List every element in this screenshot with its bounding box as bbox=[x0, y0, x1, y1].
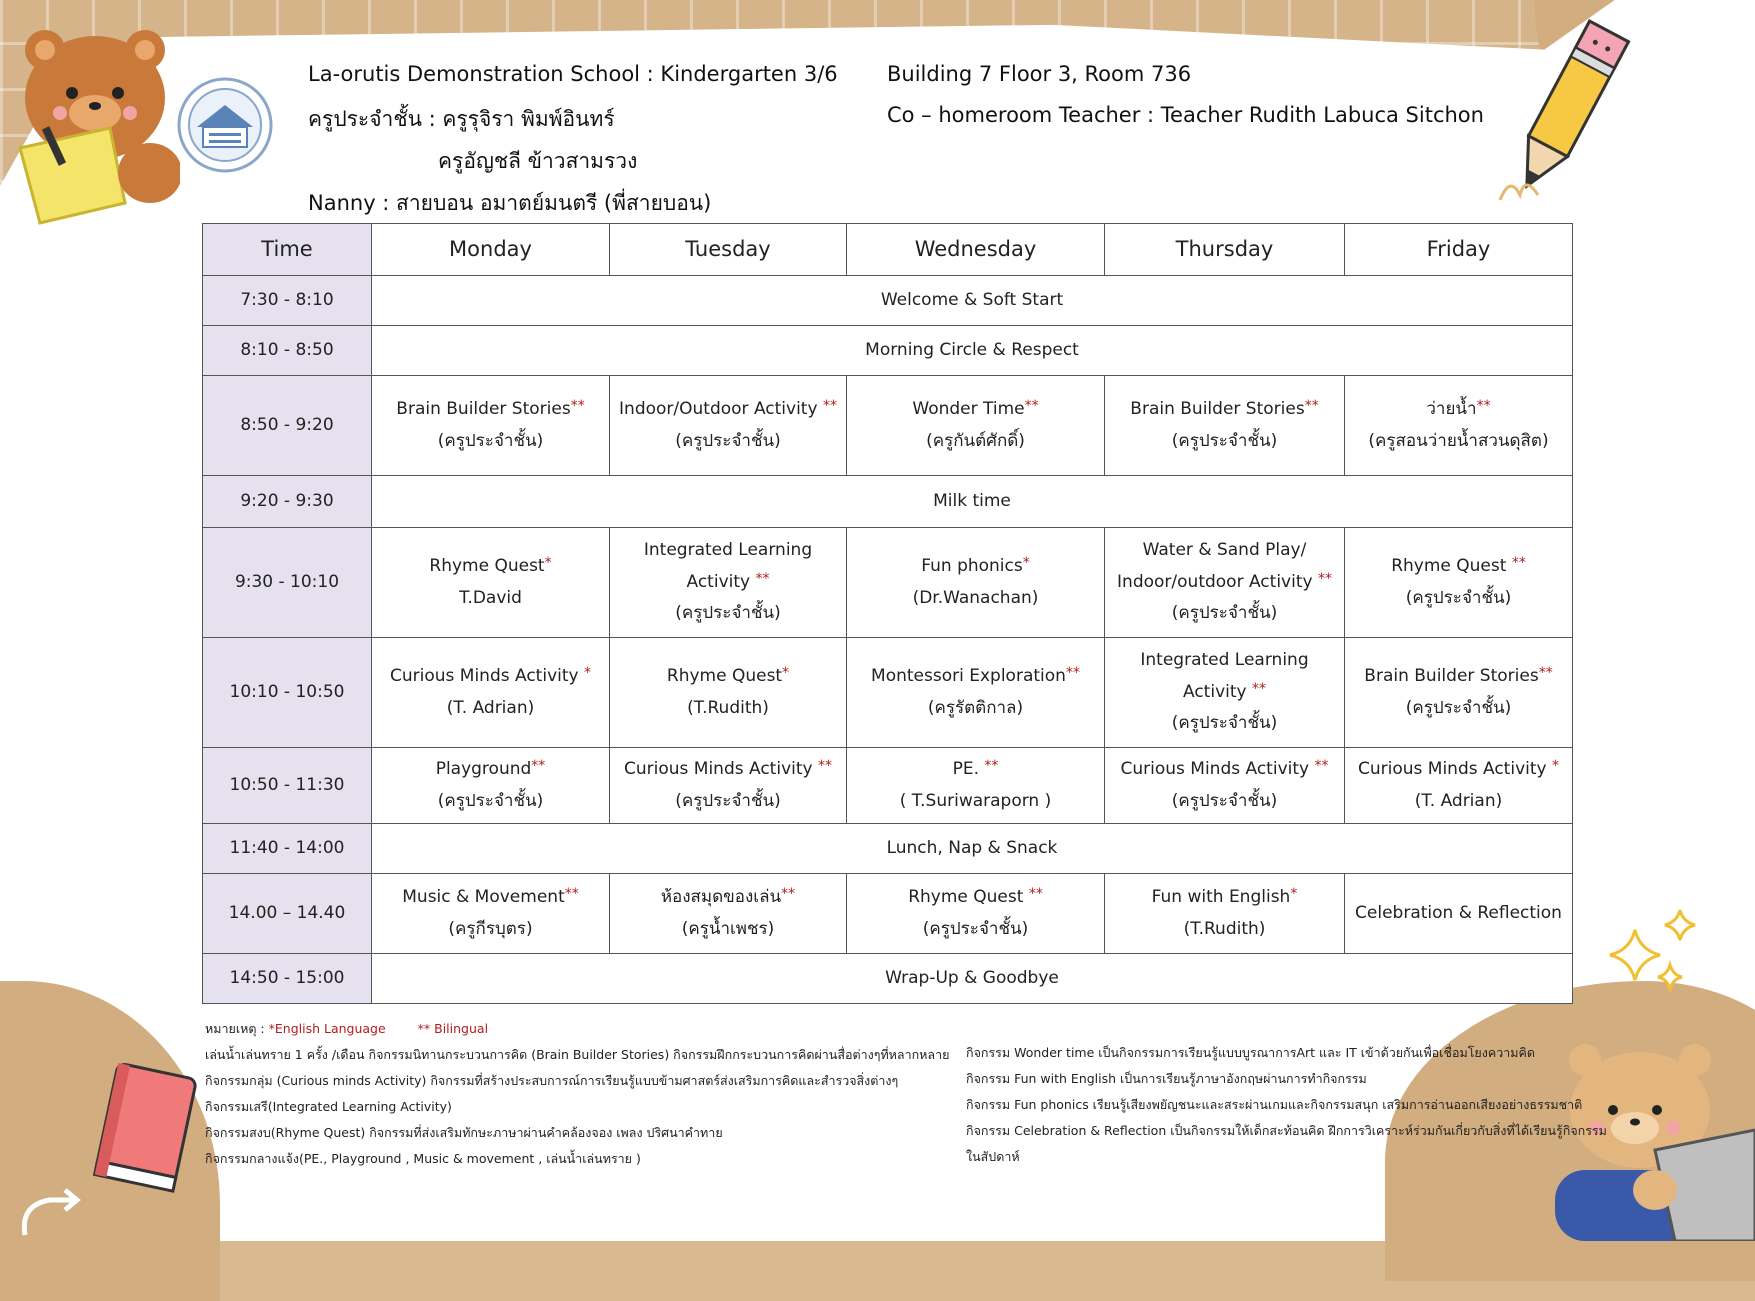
activity-teacher: (T. Adrian) bbox=[446, 697, 535, 718]
language-marker: ** bbox=[1304, 398, 1319, 415]
note-line: กิจกรรม Celebration & Reflection เป็นกิจกรรมให้เด็กสะท้อนคิด ฝึกการวิเคราะห์ร่วมกันเกี่ยวกับสิ่งที่ได้เรียนรู้กิจกรรม bbox=[966, 1123, 1607, 1138]
language-marker: * bbox=[782, 665, 790, 682]
activity-cell bbox=[847, 748, 1105, 824]
note-line: กิจกรรมกลางแจ้ง(PE., Playground , Music & movement , เล่นน้ำเล่นทราย ) bbox=[205, 1151, 641, 1166]
activity-title bbox=[851, 882, 1100, 913]
activity-title bbox=[1109, 677, 1340, 708]
activity-teacher: (Dr.Wanachan) bbox=[912, 587, 1039, 608]
activity-cell bbox=[610, 528, 847, 638]
activity-name: ห้องสมุดของเล่น bbox=[660, 887, 782, 908]
activity-teacher: (ครูประจำชั้น) bbox=[675, 430, 781, 451]
legend-english: *English Language bbox=[268, 1021, 386, 1036]
language-marker: ** bbox=[822, 398, 837, 415]
timetable bbox=[202, 223, 1573, 1004]
activity-title bbox=[1349, 551, 1568, 582]
language-marker: ** bbox=[755, 570, 770, 587]
table-row bbox=[203, 954, 1573, 1004]
activity-teacher: (ครูรัตติกาล) bbox=[927, 697, 1024, 718]
activity-name: Brain Builder Stories bbox=[1130, 399, 1305, 420]
activity-title bbox=[614, 882, 842, 913]
time-cell: 11:40 - 14:00 bbox=[203, 824, 372, 874]
activity-cell bbox=[1345, 748, 1573, 824]
note-line: กิจกรรมเสรี(Integrated Learning Activity) bbox=[205, 1099, 452, 1114]
activity-name: ว่ายน้ำ bbox=[1426, 399, 1477, 420]
activity-title bbox=[376, 394, 605, 425]
activity-title bbox=[1349, 898, 1568, 929]
table-row bbox=[203, 638, 1573, 748]
activity-title bbox=[614, 754, 842, 785]
activity-teacher: (T.Rudith) bbox=[687, 697, 769, 718]
legend-bilingual: ** Bilingual bbox=[417, 1021, 489, 1036]
activity-name: Brain Builder Stories bbox=[396, 399, 571, 420]
activity-teacher: (T.Rudith) bbox=[1183, 918, 1266, 939]
activity-teacher: ( T.Suriwaraporn ) bbox=[899, 790, 1052, 811]
table-row bbox=[203, 376, 1573, 476]
activity-name: Fun phonics bbox=[921, 556, 1023, 577]
notes-left bbox=[205, 1016, 949, 1172]
table-row bbox=[203, 276, 1573, 326]
activity-cell bbox=[372, 638, 610, 748]
activity-name: Indoor/outdoor Activity bbox=[1117, 571, 1318, 592]
time-cell: 10:10 - 10:50 bbox=[203, 638, 372, 748]
activity-cell bbox=[1105, 638, 1345, 748]
language-marker: ** bbox=[1317, 570, 1332, 587]
activity-cell bbox=[610, 376, 847, 476]
time-cell: 9:30 - 10:10 bbox=[203, 528, 372, 638]
activity-teacher: (ครูประจำชั้น) bbox=[1171, 603, 1278, 624]
col-header-thursday: Thursday bbox=[1105, 224, 1345, 276]
col-header-tuesday: Tuesday bbox=[610, 224, 847, 276]
activity-name: Activity bbox=[1183, 681, 1252, 702]
language-marker: ** bbox=[1028, 886, 1043, 903]
activity-title bbox=[851, 754, 1100, 785]
activity-teacher: (T. Adrian) bbox=[1414, 790, 1503, 811]
activity-title-line: Water & Sand Play/ bbox=[1142, 540, 1307, 561]
activity-name: Curious Minds Activity bbox=[390, 666, 584, 687]
language-marker: ** bbox=[564, 886, 579, 903]
activity-cell bbox=[1105, 528, 1345, 638]
activity-title bbox=[1109, 754, 1340, 785]
activity-title bbox=[1109, 394, 1340, 425]
col-header-monday: Monday bbox=[372, 224, 610, 276]
table-row bbox=[203, 748, 1573, 824]
sparkle-icon bbox=[1605, 905, 1705, 1005]
span-activity-cell: Lunch, Nap & Snack bbox=[372, 824, 1573, 874]
language-marker: ** bbox=[1251, 680, 1266, 697]
language-marker: ** bbox=[1476, 398, 1491, 415]
table-row bbox=[203, 528, 1573, 638]
time-cell: 9:20 - 9:30 bbox=[203, 476, 372, 528]
note-line: ในสัปดาห์ bbox=[966, 1149, 1020, 1164]
language-marker: ** bbox=[531, 758, 546, 775]
activity-title bbox=[1349, 661, 1568, 692]
language-marker: ** bbox=[1538, 665, 1553, 682]
activity-title bbox=[614, 394, 842, 425]
homeroom-teacher: ครูประจำชั้น : ครูรุจิรา พิมพ์อินทร์ bbox=[308, 107, 615, 131]
activity-name: Montessori Exploration bbox=[871, 666, 1066, 687]
language-marker: * bbox=[1552, 758, 1559, 775]
activity-title bbox=[376, 754, 605, 785]
activity-teacher: (ครูประจำชั้น) bbox=[1171, 430, 1278, 451]
activity-teacher: (ครูประจำชั้น) bbox=[1405, 697, 1512, 718]
activity-name: Wonder Time bbox=[912, 399, 1025, 420]
activity-cell bbox=[1105, 874, 1345, 954]
timetable-body bbox=[203, 276, 1573, 1004]
activity-cell bbox=[1105, 376, 1345, 476]
language-marker: ** bbox=[984, 758, 999, 775]
activity-cell bbox=[1105, 748, 1345, 824]
activity-title bbox=[1109, 882, 1340, 913]
span-activity-cell: Wrap-Up & Goodbye bbox=[372, 954, 1573, 1004]
activity-teacher: (ครูประจำชั้น) bbox=[675, 790, 781, 811]
activity-teacher: (ครูกันต์ศักดิ์) bbox=[926, 430, 1025, 451]
nanny: Nanny : สายบอน อมาตย์มนตรี (พี่สายบอน) bbox=[308, 191, 712, 215]
activity-name: Brain Builder Stories bbox=[1364, 666, 1539, 687]
activity-cell bbox=[372, 528, 610, 638]
header-row bbox=[203, 224, 1573, 276]
activity-title bbox=[851, 661, 1100, 692]
activity-title bbox=[851, 394, 1100, 425]
activity-name: Curious Minds Activity bbox=[1120, 759, 1315, 780]
activity-title bbox=[1349, 394, 1568, 425]
activity-title bbox=[851, 551, 1100, 582]
activity-name: Playground bbox=[435, 759, 532, 780]
activity-teacher: (ครูน้ำเพชร) bbox=[681, 918, 775, 939]
activity-cell bbox=[372, 748, 610, 824]
activity-teacher: (ครูประจำชั้น) bbox=[675, 603, 781, 624]
time-cell: 14:50 - 15:00 bbox=[203, 954, 372, 1004]
language-marker: * bbox=[1022, 555, 1030, 572]
activity-teacher: (ครูประจำชั้น) bbox=[1405, 587, 1512, 608]
note-line: เล่นน้ำเล่นทราย 1 ครั้ง /เดือน กิจกรรมนิทานกระบวนการคิด (Brain Builder Stories) กิจกรรมฝึกกระบวนการคิดผ่านสื่อต่างๆที่หลากหลาย bbox=[205, 1047, 950, 1062]
activity-cell bbox=[610, 638, 847, 748]
arrow-icon bbox=[5, 1170, 85, 1240]
table-row bbox=[203, 476, 1573, 528]
notes-right bbox=[966, 1040, 1607, 1170]
activity-name: Curious Minds Activity bbox=[624, 759, 818, 780]
span-activity-cell: Morning Circle & Respect bbox=[372, 326, 1573, 376]
legend-prefix: หมายเหตุ : bbox=[205, 1021, 269, 1036]
activity-name: PE. bbox=[952, 759, 985, 780]
red-book-icon bbox=[85, 1060, 205, 1200]
time-cell: 8:10 - 8:50 bbox=[203, 326, 372, 376]
activity-name: Indoor/Outdoor Activity bbox=[619, 399, 823, 420]
activity-teacher: (ครูประจำชั้น) bbox=[1171, 713, 1278, 734]
language-marker: ** bbox=[1314, 758, 1329, 775]
activity-title bbox=[1109, 567, 1340, 598]
activity-cell bbox=[372, 874, 610, 954]
activity-teacher: (ครูประจำชั้น) bbox=[1171, 790, 1278, 811]
co-homeroom-teacher: Co – homeroom Teacher : Teacher Rudith Labuca Sitchon bbox=[887, 103, 1484, 127]
language-marker: ** bbox=[1511, 555, 1526, 572]
note-line: กิจกรรม Fun with English เป็นการเรียนรู้ภาษาอังกฤษผ่านการทำกิจกรรม bbox=[966, 1071, 1367, 1086]
time-cell: 7:30 - 8:10 bbox=[203, 276, 372, 326]
activity-cell bbox=[1345, 874, 1573, 954]
activity-name: Curious Minds Activity bbox=[1358, 759, 1552, 780]
activity-name: Rhyme Quest bbox=[666, 666, 783, 687]
school-logo-icon bbox=[175, 75, 275, 175]
activity-title bbox=[1349, 754, 1568, 785]
activity-teacher: (ครูสอนว่ายน้ำสวนดุสิต) bbox=[1368, 430, 1549, 451]
note-line: กิจกรรมสงบ(Rhyme Quest) กิจกรรมที่ส่งเสริมทักษะภาษาผ่านคำคล้องจอง เพลง ปริศนาคำทาย bbox=[205, 1125, 723, 1140]
activity-teacher: (ครูประจำชั้น) bbox=[437, 790, 544, 811]
activity-cell bbox=[847, 874, 1105, 954]
table-row bbox=[203, 326, 1573, 376]
language-marker: ** bbox=[818, 758, 832, 775]
activity-cell bbox=[1345, 528, 1573, 638]
activity-name: Rhyme Quest bbox=[908, 887, 1029, 908]
col-header-wednesday: Wednesday bbox=[847, 224, 1105, 276]
activity-name: Celebration & Reflection bbox=[1355, 902, 1562, 923]
language-marker: ** bbox=[781, 886, 796, 903]
language-marker: ** bbox=[570, 398, 585, 415]
activity-title-line: Integrated Learning bbox=[1140, 650, 1309, 671]
activity-title bbox=[614, 661, 842, 692]
activity-teacher: (ครูกีรบุตร) bbox=[448, 918, 533, 939]
building-room: Building 7 Floor 3, Room 736 bbox=[887, 62, 1192, 86]
activity-cell bbox=[610, 874, 847, 954]
activity-cell bbox=[1345, 376, 1573, 476]
col-header-friday: Friday bbox=[1345, 224, 1573, 276]
activity-name: Rhyme Quest bbox=[1391, 556, 1512, 577]
language-marker: * bbox=[1290, 886, 1298, 903]
time-cell: 10:50 - 11:30 bbox=[203, 748, 372, 824]
language-marker: * bbox=[584, 665, 591, 682]
span-activity-cell: Welcome & Soft Start bbox=[372, 276, 1573, 326]
pencil-icon bbox=[1490, 0, 1640, 215]
span-activity-cell: Milk time bbox=[372, 476, 1573, 528]
language-marker: ** bbox=[1024, 398, 1039, 415]
time-cell: 8:50 - 9:20 bbox=[203, 376, 372, 476]
table-row bbox=[203, 824, 1573, 874]
note-line: กิจกรรมกลุ่ม (Curious minds Activity) กิจกรรมที่สร้างประสบการณ์การเรียนรู้แบบข้ามศาสตร์ส่งเสริมการคิดและสำรวจสิ่งต่างๆ bbox=[205, 1073, 899, 1088]
activity-title-line: Integrated Learning bbox=[643, 540, 813, 561]
legend-line bbox=[205, 1016, 949, 1042]
activity-cell bbox=[847, 376, 1105, 476]
language-marker: ** bbox=[1065, 665, 1080, 682]
activity-title bbox=[376, 551, 605, 582]
activity-name: Fun with English bbox=[1151, 887, 1291, 908]
activity-teacher: (ครูประจำชั้น) bbox=[437, 430, 544, 451]
activity-cell bbox=[847, 528, 1105, 638]
homeroom-teacher-2: ครูอัญชลี ข้าวสามรวง bbox=[438, 149, 638, 173]
activity-cell bbox=[372, 376, 610, 476]
activity-name: Rhyme Quest bbox=[429, 556, 545, 577]
activity-cell bbox=[1345, 638, 1573, 748]
activity-cell bbox=[847, 638, 1105, 748]
school-title: La-orutis Demonstration School : Kindergarten 3/6 bbox=[308, 62, 838, 86]
activity-teacher: (ครูประจำชั้น) bbox=[922, 918, 1029, 939]
activity-teacher: T.David bbox=[459, 587, 522, 608]
activity-title bbox=[376, 882, 605, 913]
activity-title bbox=[614, 567, 842, 598]
table-row bbox=[203, 874, 1573, 954]
note-line: กิจกรรม Wonder time เป็นกิจกรรมการเรียนรู้แบบบูรณาการArt และ IT เข้าด้วยกันเพื่อเชื่อมโยงความคิด bbox=[966, 1045, 1535, 1060]
activity-name: Activity bbox=[686, 571, 756, 592]
activity-cell bbox=[610, 748, 847, 824]
activity-title bbox=[376, 661, 605, 692]
col-header-time: Time bbox=[203, 224, 372, 276]
time-cell: 14.00 – 14.40 bbox=[203, 874, 372, 954]
teddy-bear-writing-icon bbox=[10, 18, 180, 228]
language-marker: * bbox=[544, 555, 552, 572]
activity-name: Music & Movement bbox=[402, 887, 565, 908]
note-line: กิจกรรม Fun phonics เรียนรู้เสียงพยัญชนะและสระผ่านเกมและกิจกรรมสนุก เสริมการอ่านออกเสียงอย่างธรรมชาติ bbox=[966, 1097, 1583, 1112]
